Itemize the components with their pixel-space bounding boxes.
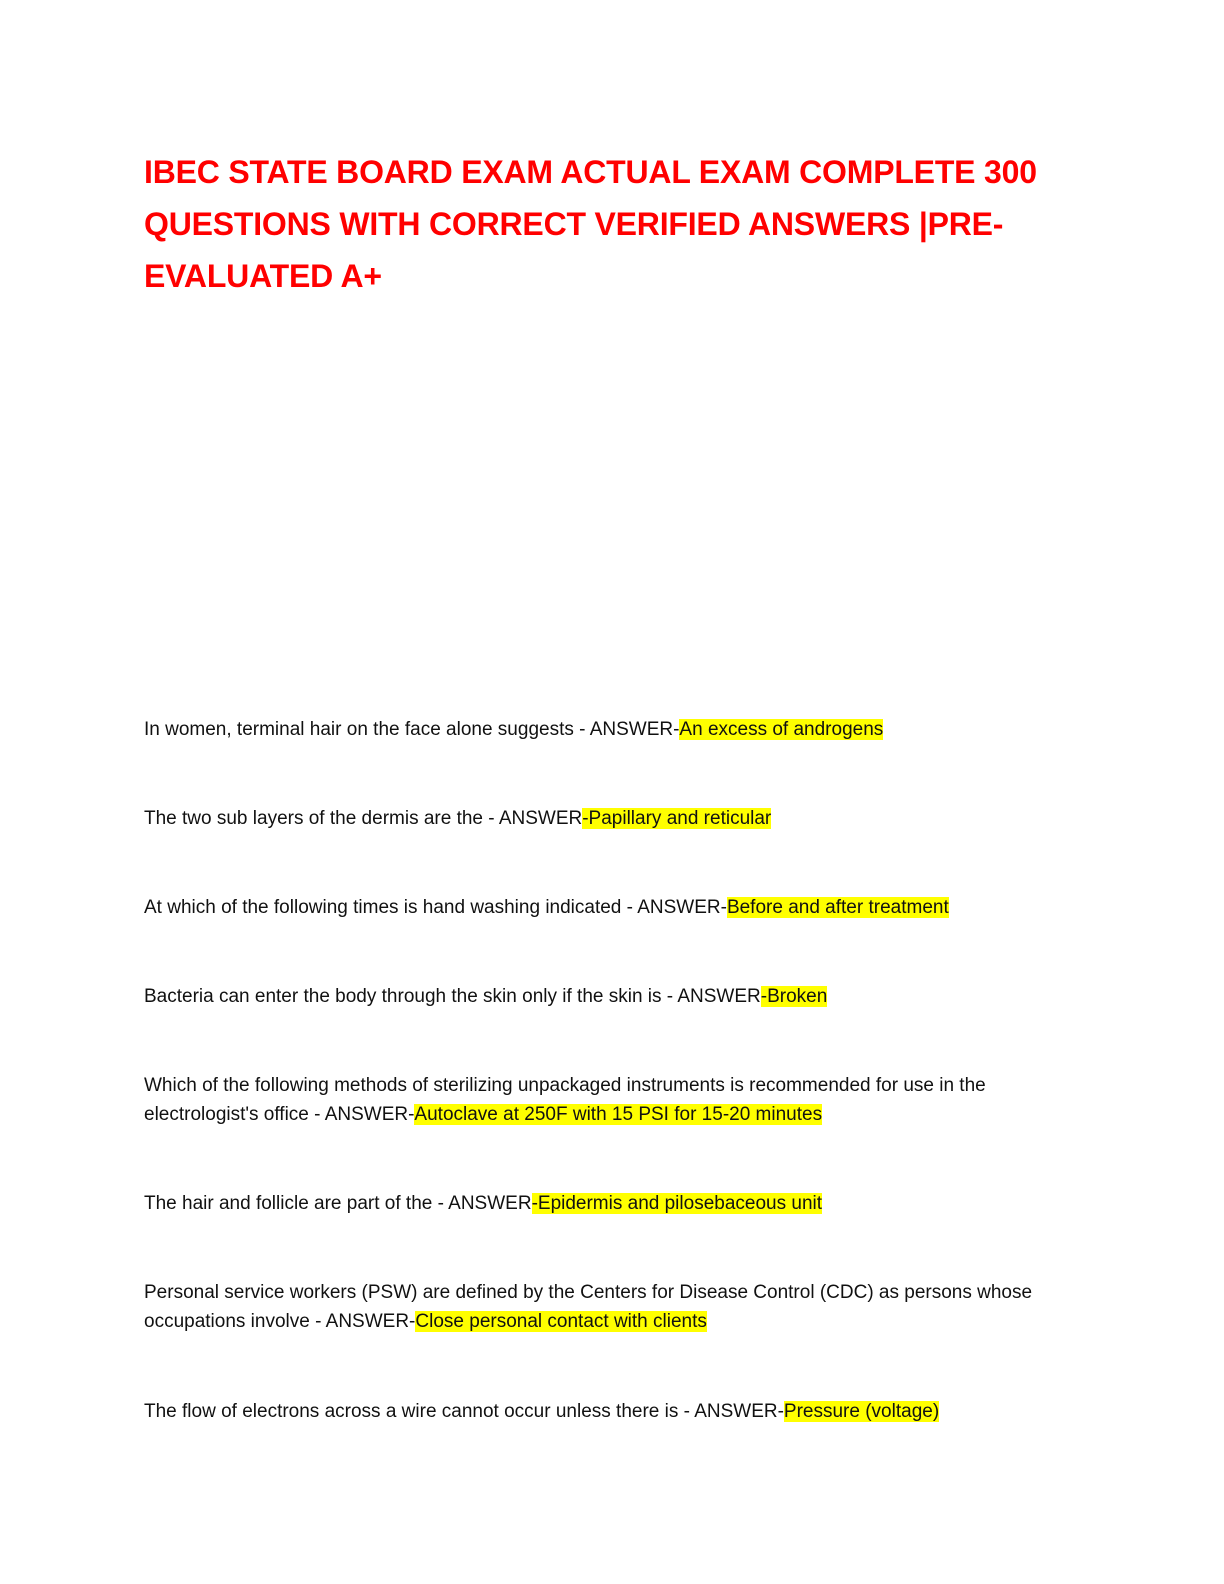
document-title: IBEC STATE BOARD EXAM ACTUAL EXAM COMPLETE 300 QUESTIONS WITH CORRECT VERIFIED ANSWERS |PRE-EVALUATED A+ (144, 154, 1037, 294)
answer-highlight: Close personal contact with clients (415, 1311, 707, 1332)
qa-item (144, 1278, 1084, 1336)
answer-highlight: Autoclave at 250F with 15 PSI for 15-20 minutes (414, 1104, 823, 1125)
question-text: The hair and follicle are part of the - ANSWER (144, 1193, 532, 1214)
qa-item (144, 715, 1084, 744)
question-text: Which of the following methods of sterilizing unpackaged instruments is recommended for use in the electrologist's office - ANSWER- (144, 1075, 986, 1125)
answer-highlight: -Epidermis and pilosebaceous unit (531, 1193, 823, 1214)
question-text: At which of the following times is hand washing indicated - ANSWER- (144, 897, 727, 918)
question-text: Personal service workers (PSW) are defined by the Centers for Disease Control (CDC) as persons whose occupations involve - ANSWER- (144, 1282, 1033, 1332)
question-text: Bacteria can enter the body through the skin only if the skin is - ANSWER (144, 986, 761, 1007)
question-text: In women, terminal hair on the face alone suggests - ANSWER- (144, 719, 680, 740)
answer-highlight: -Broken (760, 986, 828, 1007)
qa-item (144, 1397, 1084, 1426)
question-text: The flow of electrons across a wire cannot occur unless there is - ANSWER- (144, 1401, 784, 1422)
answer-highlight: -Papillary and reticular (582, 808, 772, 829)
answer-highlight: Before and after treatment (726, 897, 949, 918)
answer-highlight: Pressure (voltage) (783, 1401, 940, 1422)
question-text: The two sub layers of the dermis are the - ANSWER (144, 808, 583, 829)
qa-item (144, 982, 1084, 1011)
answer-highlight: An excess of androgens (679, 719, 884, 740)
qa-item (144, 804, 1084, 833)
qa-item (144, 893, 1084, 922)
qa-item (144, 1071, 1084, 1129)
qa-item (144, 1189, 1084, 1218)
